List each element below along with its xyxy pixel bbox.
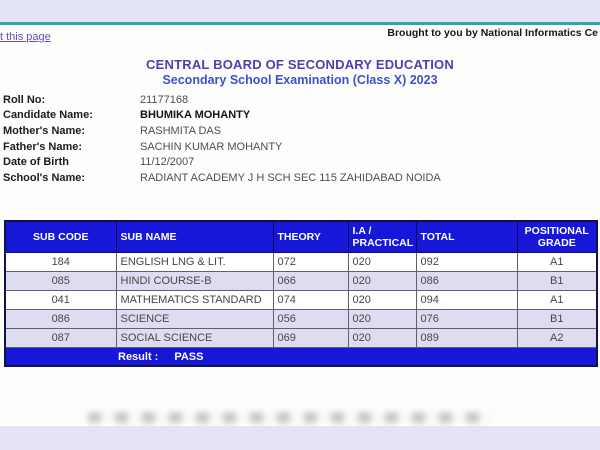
field-label: Date of Birth: [3, 156, 69, 169]
cell-sub-code: 184: [5, 253, 116, 272]
cell-sub-code: 087: [5, 329, 116, 348]
candidate-details: [3, 92, 563, 186]
page-title: CENTRAL BOARD OF SECONDARY EDUCATION: [146, 57, 454, 72]
table-row: [5, 310, 597, 329]
header-sub-name: SUB NAME: [116, 221, 273, 253]
cell-theory: 074: [273, 291, 348, 310]
cell-grade: B1: [517, 310, 597, 329]
cell-grade: A2: [517, 329, 597, 348]
field-label: School's Name:: [3, 171, 86, 184]
cell-sub-name: HINDI COURSE-B: [116, 272, 273, 291]
cell-sub-code: 085: [5, 272, 116, 291]
field-row-roll-no: [3, 92, 563, 108]
cell-ia-practical: 020: [348, 272, 416, 291]
field-value: RASHMITA DAS: [140, 124, 222, 137]
field-value: RADIANT ACADEMY J H SCH SEC 115 ZAHIDABAD NOIDA: [140, 171, 441, 184]
result-row: [5, 348, 597, 367]
cell-theory: 066: [273, 272, 348, 291]
cell-total: 076: [416, 310, 517, 329]
header-sub-code: SUB CODE: [5, 221, 116, 253]
print-page-link[interactable]: t this page: [0, 31, 51, 43]
field-label: Candidate Name:: [3, 109, 93, 122]
table-row: [5, 253, 597, 272]
field-row-school-name: [3, 170, 563, 186]
cell-sub-name: SOCIAL SCIENCE: [116, 329, 273, 348]
table-header-row: [5, 221, 597, 253]
attribution-text: Brought to you by National Informatics Ce: [387, 27, 598, 39]
cell-theory: 069: [273, 329, 348, 348]
field-row-candidate-name: [3, 108, 563, 124]
cell-sub-code: 086: [5, 310, 116, 329]
table-row: [5, 291, 597, 310]
cell-sub-name: MATHEMATICS STANDARD: [116, 291, 273, 310]
cell-total: 086: [416, 272, 517, 291]
field-label: Father's Name:: [3, 140, 83, 153]
header-theory: THEORY: [273, 221, 348, 253]
header-positional-grade: POSITIONAL GRADE: [517, 221, 597, 253]
header-total: TOTAL: [416, 221, 517, 253]
cell-total: 094: [416, 291, 517, 310]
cell-grade: A1: [517, 253, 597, 272]
field-value: BHUMIKA MOHANTY: [140, 109, 251, 122]
field-label: Mother's Name:: [3, 124, 86, 137]
cell-total: 092: [416, 253, 517, 272]
bottom-band: [0, 426, 600, 450]
result-cell: [5, 348, 597, 367]
table-row: [5, 329, 597, 348]
page-subtitle: Secondary School Examination (Class X) 2023: [162, 73, 438, 87]
cell-theory: 072: [273, 253, 348, 272]
field-row-date-of-birth: [3, 154, 563, 170]
field-value: SACHIN KUMAR MOHANTY: [140, 140, 283, 153]
result-value: PASS: [174, 350, 204, 363]
header-ia-practical: I.A / PRACTICAL: [348, 221, 416, 253]
cell-sub-name: ENGLISH LNG & LIT.: [116, 253, 273, 272]
cell-ia-practical: 020: [348, 291, 416, 310]
teal-divider: [0, 22, 600, 25]
field-row-mother-name: [3, 123, 563, 139]
cell-total: 089: [416, 329, 517, 348]
field-label: Roll No:: [3, 93, 46, 106]
field-value: 21177168: [140, 93, 189, 106]
blurred-text: [88, 412, 490, 423]
cell-ia-practical: 020: [348, 310, 416, 329]
cell-sub-code: 041: [5, 291, 116, 310]
field-value: 11/12/2007: [140, 156, 195, 169]
cell-grade: B1: [517, 272, 597, 291]
result-label: Result :: [118, 350, 159, 363]
table-row: [5, 272, 597, 291]
cell-grade: A1: [517, 291, 597, 310]
cell-sub-name: SCIENCE: [116, 310, 273, 329]
cell-ia-practical: 020: [348, 329, 416, 348]
field-row-father-name: [3, 139, 563, 155]
top-band: [0, 0, 600, 22]
marks-table: [4, 220, 598, 367]
cell-theory: 056: [273, 310, 348, 329]
cell-ia-practical: 020: [348, 253, 416, 272]
